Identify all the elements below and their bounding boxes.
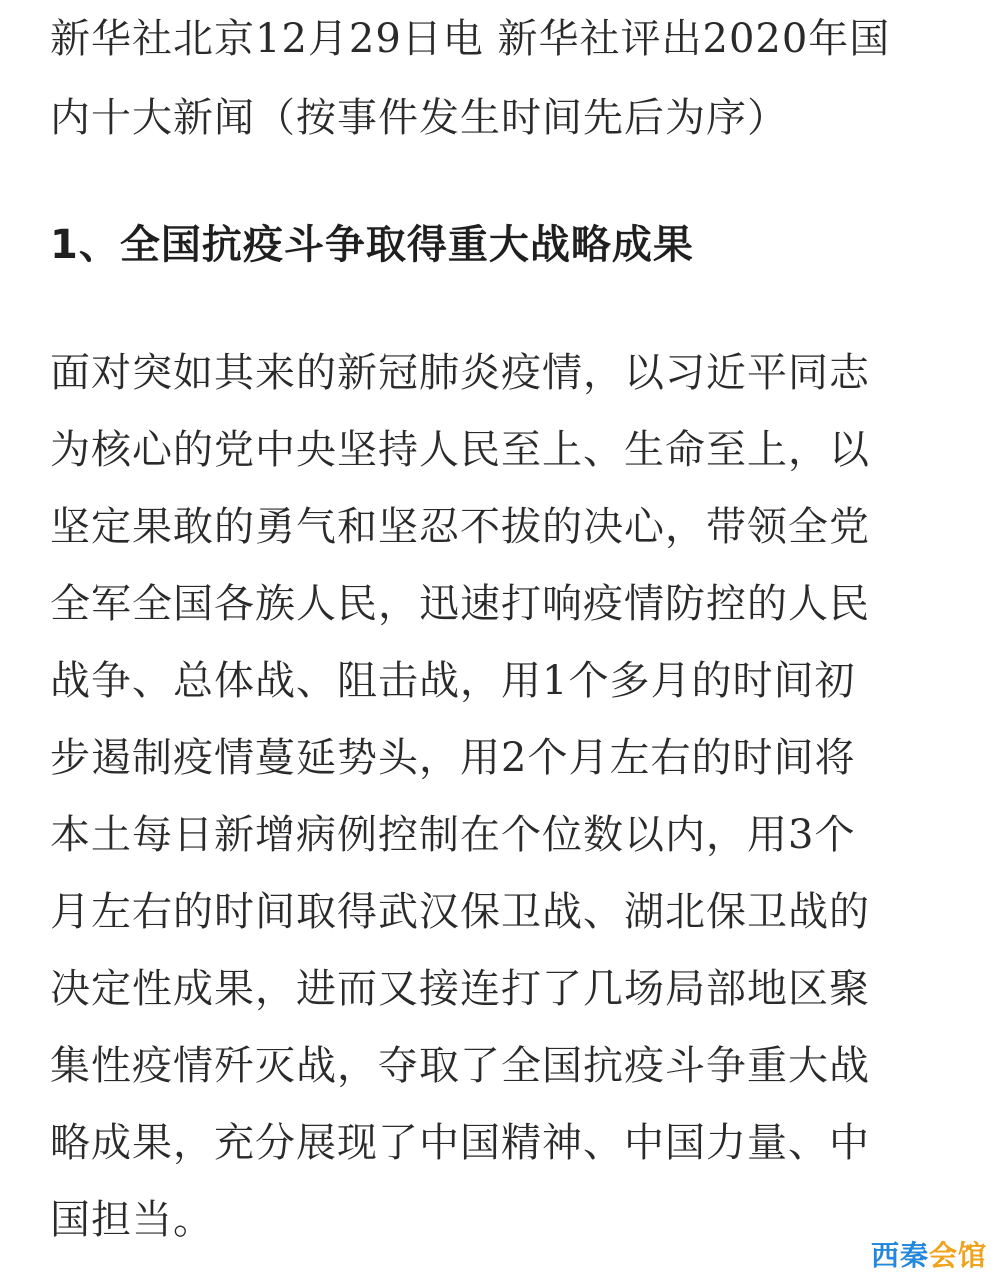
site-watermark (871, 1234, 987, 1274)
watermark-part-1: 西秦 (870, 1239, 929, 1272)
intro-paragraph: 新华社北京12月29日电 新华社评出2020年国 内十大新闻（按事件发生时间先后为序） (50, 16, 891, 141)
body-paragraph: 面对突如其来的新冠肺炎疫情，以习近平同志 为核心的党中央坚持人民至上、生命至上，以 坚定果敢的勇气和坚忍不拔的决心，带领全党 全军全国各族人民，迅速打响疫情防控的人民 战争、总体战、阻击战，用1个多月的时间初 步遏制疫情蔓延势头，用2个月左右的时间将 本土每日新增病例控制在个位数以内，用3个 月左右的时间取得武汉保卫战、湖北保卫战的 决定性成果，进而又接连打了几场局部地区聚 集性疫情歼灭战，夺取了全国抗疫斗争重大战 略成果，充分展现了中国精神、中国力量、中 国担当。 (50, 350, 870, 1243)
section-heading: 1、全国抗疫斗争取得重大战略成果 (50, 222, 694, 268)
watermark-part-2: 会馆 (928, 1239, 987, 1272)
